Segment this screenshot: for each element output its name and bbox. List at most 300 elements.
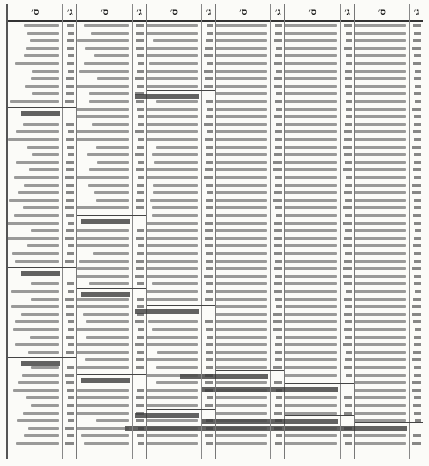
section-heading xyxy=(21,361,60,366)
text-line xyxy=(14,176,59,179)
amount-value xyxy=(205,222,213,225)
text-line xyxy=(147,419,198,422)
text-line xyxy=(285,92,336,95)
text-line xyxy=(355,161,406,164)
text-line xyxy=(216,290,267,293)
text-line xyxy=(85,358,129,361)
amount-value xyxy=(275,358,282,361)
text-line xyxy=(285,184,336,187)
text-line xyxy=(355,244,406,247)
amount-value xyxy=(344,130,352,133)
text-line xyxy=(216,244,267,247)
amount-column-header: ג׳ xyxy=(202,4,215,22)
text-line xyxy=(10,100,59,103)
text-line xyxy=(285,343,336,346)
names-column-header: ס׳ xyxy=(77,4,131,22)
amount-value xyxy=(344,313,352,316)
text-line xyxy=(285,434,336,437)
text-line xyxy=(84,442,129,445)
names-column xyxy=(77,4,131,459)
text-line xyxy=(285,115,336,118)
text-line xyxy=(83,313,128,316)
text-line xyxy=(96,146,128,149)
amount-value xyxy=(136,260,144,263)
amount-value xyxy=(276,396,282,399)
text-line xyxy=(147,176,198,179)
text-line xyxy=(216,381,267,384)
list-column xyxy=(284,4,353,459)
text-line xyxy=(285,229,336,232)
amount-value xyxy=(345,442,352,445)
amount-value xyxy=(414,222,421,225)
amount-value xyxy=(415,229,421,232)
amount-value xyxy=(344,237,352,240)
text-line xyxy=(216,275,267,278)
text-line xyxy=(16,130,59,133)
amount-value xyxy=(206,290,213,293)
names-column xyxy=(355,4,409,459)
amount-value xyxy=(136,412,144,415)
amount-value xyxy=(346,92,352,95)
amount-value xyxy=(412,381,421,384)
amount-value xyxy=(137,54,144,57)
text-line xyxy=(355,153,406,156)
amount-value xyxy=(413,62,421,65)
amount-value xyxy=(414,343,421,346)
text-line xyxy=(285,47,336,50)
text-line xyxy=(77,206,128,209)
text-line xyxy=(355,434,406,437)
text-line xyxy=(24,184,59,187)
text-line xyxy=(25,85,60,88)
amount-value xyxy=(135,130,144,133)
amount-value xyxy=(206,252,213,255)
text-line xyxy=(31,282,59,285)
text-line xyxy=(147,434,198,437)
amount-value xyxy=(205,381,213,384)
amount-value xyxy=(137,336,144,339)
amount-value xyxy=(346,39,352,42)
text-line xyxy=(285,237,336,240)
amount-value xyxy=(135,77,144,80)
text-line xyxy=(32,153,59,156)
text-line xyxy=(355,260,406,263)
text-line xyxy=(97,161,129,164)
text-line xyxy=(216,282,267,285)
text-line xyxy=(355,39,406,42)
amount-value xyxy=(275,419,282,422)
amount-value xyxy=(414,153,421,156)
text-line xyxy=(216,313,267,316)
amount-value xyxy=(205,434,213,437)
amount-value xyxy=(137,229,144,232)
amount-value xyxy=(137,184,144,187)
amount-value xyxy=(68,343,74,346)
text-line xyxy=(153,184,198,187)
text-line xyxy=(285,62,336,65)
amount-value xyxy=(137,252,144,255)
amount-value xyxy=(346,62,352,65)
text-line xyxy=(27,32,59,35)
amount-value xyxy=(273,313,282,316)
amount-column-header: ג׳ xyxy=(133,4,146,22)
text-line xyxy=(285,206,336,209)
text-line xyxy=(79,260,128,263)
amount-value xyxy=(414,123,421,126)
amount-value xyxy=(206,199,213,202)
amount-value xyxy=(414,138,421,141)
amount-value xyxy=(136,404,144,407)
text-line xyxy=(91,32,129,35)
text-line xyxy=(147,70,198,73)
amount-value xyxy=(205,229,213,232)
amount-value xyxy=(343,168,352,171)
amount-value xyxy=(344,328,352,331)
text-line xyxy=(355,389,406,392)
text-line xyxy=(216,153,267,156)
amount-value xyxy=(274,85,282,88)
text-line xyxy=(96,199,129,202)
amount-value xyxy=(205,168,213,171)
text-line xyxy=(355,32,406,35)
text-line xyxy=(355,351,406,354)
amount-value xyxy=(65,298,74,301)
text-line xyxy=(355,275,406,278)
text-line xyxy=(147,123,198,126)
text-line xyxy=(29,168,60,171)
text-line xyxy=(85,47,129,50)
text-line xyxy=(94,54,129,57)
amount-value xyxy=(275,351,282,354)
amount-value xyxy=(275,260,282,263)
text-line xyxy=(216,24,267,27)
amount-value xyxy=(274,77,282,80)
amount-value xyxy=(135,153,144,156)
text-line xyxy=(77,412,128,415)
amount-column xyxy=(340,4,354,459)
list-column xyxy=(146,4,215,459)
text-line xyxy=(216,298,267,301)
text-line xyxy=(149,62,198,65)
amount-value xyxy=(413,434,421,437)
text-line xyxy=(147,108,198,111)
amount-value xyxy=(344,191,352,194)
text-line xyxy=(147,32,198,35)
amount-value xyxy=(343,222,352,225)
amount-value xyxy=(207,108,213,111)
text-line xyxy=(150,199,198,202)
text-line xyxy=(285,191,336,194)
text-line xyxy=(355,290,406,293)
names-column xyxy=(216,4,270,459)
text-line xyxy=(285,282,336,285)
text-line xyxy=(77,39,128,42)
text-line xyxy=(285,252,336,255)
amount-value xyxy=(66,77,74,80)
text-line xyxy=(285,146,336,149)
amount-value xyxy=(68,320,74,323)
text-line xyxy=(30,336,59,339)
text-line xyxy=(285,313,336,316)
text-line xyxy=(216,100,267,103)
text-line xyxy=(89,168,129,171)
amount-value xyxy=(414,336,421,339)
text-line xyxy=(23,412,60,415)
text-line xyxy=(148,320,198,323)
names-column xyxy=(8,4,62,459)
amount-value xyxy=(274,222,282,225)
text-line xyxy=(285,396,336,399)
text-line xyxy=(216,434,267,437)
text-line xyxy=(147,404,198,407)
amount-value xyxy=(274,115,282,118)
text-line xyxy=(216,358,267,361)
text-line xyxy=(216,39,267,42)
text-line xyxy=(92,123,128,126)
text-line xyxy=(355,191,406,194)
amount-value xyxy=(206,427,213,430)
text-line xyxy=(355,130,406,133)
amount-value xyxy=(206,267,213,270)
amount-value xyxy=(205,237,213,240)
text-line xyxy=(24,434,59,437)
amount-value xyxy=(345,70,352,73)
amount-value xyxy=(412,47,421,50)
text-line xyxy=(285,153,336,156)
text-line xyxy=(216,336,267,339)
amount-value xyxy=(345,123,352,126)
text-line xyxy=(216,222,267,225)
amount-value xyxy=(273,320,282,323)
amount-column xyxy=(201,4,215,459)
text-line xyxy=(27,244,60,247)
amount-value xyxy=(413,168,421,171)
text-line xyxy=(77,85,128,88)
amount-value xyxy=(205,404,213,407)
amount-value xyxy=(412,389,421,392)
amount-value xyxy=(276,108,282,111)
text-line xyxy=(18,191,60,194)
amount-value xyxy=(136,39,144,42)
amount-value xyxy=(65,260,74,263)
text-line xyxy=(77,176,128,179)
text-line xyxy=(87,153,129,156)
text-line xyxy=(86,336,129,339)
text-line xyxy=(216,130,267,133)
text-line xyxy=(23,206,60,209)
amount-value xyxy=(67,62,74,65)
text-line xyxy=(355,176,406,179)
amount-value xyxy=(345,184,352,187)
text-line xyxy=(147,47,198,50)
amount-value xyxy=(206,146,213,149)
amount-value xyxy=(138,176,144,179)
amount-value xyxy=(274,229,282,232)
amount-value xyxy=(346,176,352,179)
amount-value xyxy=(206,115,213,118)
text-line xyxy=(216,252,267,255)
amount-value xyxy=(205,138,213,141)
text-line xyxy=(216,92,267,95)
text-line xyxy=(77,343,128,346)
amount-value xyxy=(346,108,352,111)
amount-value xyxy=(414,77,421,80)
amount-value xyxy=(65,442,74,445)
amount-value xyxy=(346,115,352,118)
text-line xyxy=(216,343,267,346)
amount-value xyxy=(346,54,352,57)
text-line xyxy=(216,77,267,80)
amount-value xyxy=(412,184,421,187)
amount-value xyxy=(66,168,74,171)
text-line xyxy=(156,381,198,384)
text-line xyxy=(11,290,59,293)
text-line xyxy=(355,313,406,316)
section-heading xyxy=(81,378,130,383)
text-line xyxy=(152,328,198,331)
text-line xyxy=(216,176,267,179)
amount-value xyxy=(275,184,282,187)
amount-value xyxy=(275,206,282,209)
amount-value xyxy=(275,146,282,149)
amount-value xyxy=(275,404,282,407)
text-line xyxy=(355,123,406,126)
text-line xyxy=(84,24,129,27)
text-line xyxy=(77,244,128,247)
amount-value xyxy=(66,184,74,187)
amount-value xyxy=(276,434,282,437)
text-line xyxy=(355,229,406,232)
amount-value xyxy=(68,153,74,156)
text-line xyxy=(77,115,128,118)
text-line xyxy=(18,381,59,384)
amount-value xyxy=(413,404,421,407)
amount-value xyxy=(274,290,282,293)
text-line xyxy=(147,130,198,133)
text-line xyxy=(216,206,267,209)
amount-value xyxy=(207,191,213,194)
text-line xyxy=(216,328,267,331)
text-line xyxy=(147,374,198,377)
amount-value xyxy=(65,176,74,179)
text-line xyxy=(27,146,59,149)
amount-value xyxy=(135,320,144,323)
amount-value xyxy=(273,161,282,164)
amount-value xyxy=(138,244,144,247)
amount-value xyxy=(204,85,213,88)
text-line xyxy=(216,168,267,171)
amount-value xyxy=(345,85,352,88)
amount-value xyxy=(276,336,282,339)
text-line xyxy=(285,123,336,126)
amount-value xyxy=(412,191,421,194)
amount-value xyxy=(137,146,144,149)
amount-value xyxy=(136,100,144,103)
text-line xyxy=(11,305,59,308)
text-line xyxy=(77,305,128,308)
amount-value xyxy=(68,290,74,293)
names-column-header: ס׳ xyxy=(216,4,270,22)
amount-value xyxy=(65,100,74,103)
amount-value xyxy=(276,47,282,50)
text-line xyxy=(216,260,267,263)
text-line xyxy=(31,229,59,232)
amount-value xyxy=(205,320,213,323)
amount-value xyxy=(344,24,352,27)
text-line xyxy=(285,366,336,369)
amount-value xyxy=(276,123,282,126)
amount-value xyxy=(414,374,421,377)
text-line xyxy=(77,427,128,430)
text-line xyxy=(216,191,267,194)
amount-value xyxy=(138,138,144,141)
text-line xyxy=(77,267,128,270)
amount-value xyxy=(65,427,74,430)
amount-column-header: ג׳ xyxy=(341,4,354,22)
amount-value xyxy=(274,412,282,415)
text-line xyxy=(77,298,128,301)
amount-value xyxy=(414,396,421,399)
amount-value xyxy=(344,396,352,399)
amount-value xyxy=(345,199,352,202)
text-line xyxy=(355,199,406,202)
amount-value xyxy=(66,313,74,316)
text-line xyxy=(355,77,406,80)
amount-value xyxy=(207,396,213,399)
text-line xyxy=(147,396,198,399)
amount-value xyxy=(137,282,144,285)
text-line xyxy=(216,396,267,399)
names-column-header: ס׳ xyxy=(285,4,339,22)
text-line xyxy=(285,358,336,361)
amount-value xyxy=(345,358,352,361)
amount-value xyxy=(138,115,144,118)
text-line xyxy=(355,184,406,187)
text-line xyxy=(32,70,59,73)
amount-value xyxy=(136,358,144,361)
text-line xyxy=(355,70,406,73)
text-line xyxy=(147,115,198,118)
amount-value xyxy=(343,275,352,278)
names-column xyxy=(147,4,201,459)
text-line xyxy=(216,419,267,422)
text-line xyxy=(355,237,406,240)
text-line xyxy=(77,328,128,331)
amount-value xyxy=(136,24,144,27)
amount-value xyxy=(412,358,421,361)
amount-value xyxy=(66,351,74,354)
text-line xyxy=(13,389,60,392)
text-line xyxy=(355,92,406,95)
text-line xyxy=(216,229,267,232)
amount-value xyxy=(414,92,421,95)
text-line xyxy=(147,427,198,430)
amount-value xyxy=(135,275,144,278)
amount-value xyxy=(67,146,74,149)
text-line xyxy=(23,123,60,126)
amount-value xyxy=(137,298,144,301)
amount-value xyxy=(137,313,144,316)
text-line xyxy=(285,222,336,225)
amount-value xyxy=(344,138,352,141)
text-line xyxy=(355,305,406,308)
text-line xyxy=(216,427,267,430)
amount-value xyxy=(346,351,352,354)
amount-value xyxy=(135,343,144,346)
text-line xyxy=(355,252,406,255)
text-line xyxy=(216,85,267,88)
text-line xyxy=(285,199,336,202)
